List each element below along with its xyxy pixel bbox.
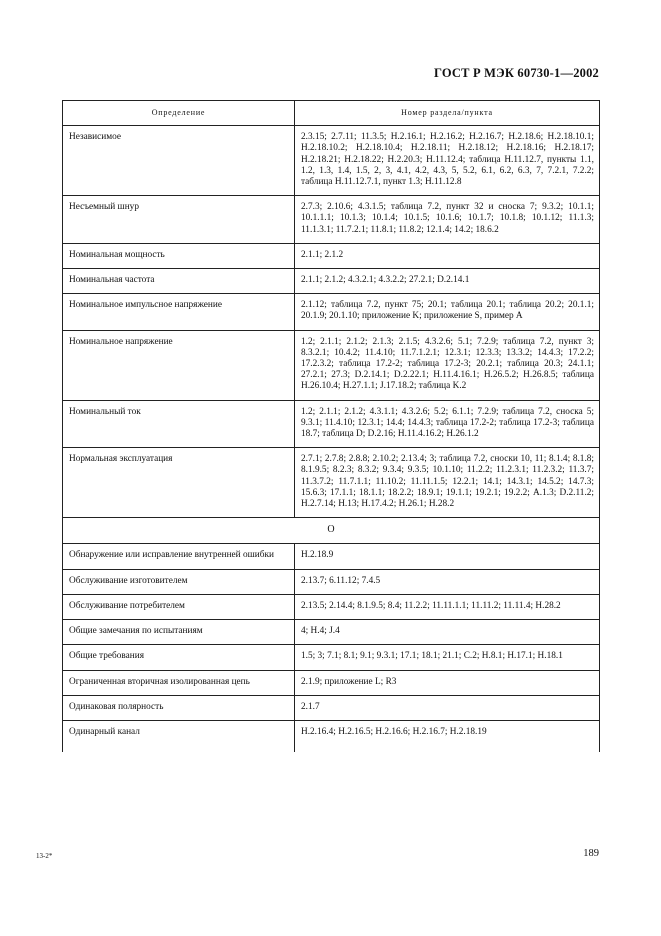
- term-cell: Обслуживание изготовителем: [63, 569, 295, 594]
- term-cell: Номинальный ток: [63, 400, 295, 448]
- term-cell: Общие требования: [63, 645, 295, 670]
- term-cell: Общие замечания по испытаниям: [63, 620, 295, 645]
- table-row: [63, 196, 600, 244]
- table-row: [63, 243, 600, 268]
- table-row: [63, 695, 600, 720]
- document-title: ГОСТ Р МЭК 60730-1—2002: [434, 66, 599, 80]
- table-row: [63, 594, 600, 619]
- section-letter-row: [63, 518, 600, 544]
- table-row: [63, 448, 600, 518]
- term-cell: Номинальная мощность: [63, 243, 295, 268]
- term-cell: Номинальное напряжение: [63, 330, 295, 400]
- term-cell: Одинарный канал: [63, 720, 295, 752]
- column-header-section-number: Номер раздела/пункта: [295, 101, 600, 126]
- section-refs-cell: 2.1.12; таблица 7.2, пункт 75; 20.1; таблица 20.1; таблица 20.2; 20.1.1; 20.1.9; 20.1.10; приложение K; приложение S, пример A: [295, 294, 600, 330]
- term-cell: Обнаружение или исправление внутренней ошибки: [63, 544, 295, 569]
- section-refs-cell: 4; H.4; J.4: [295, 620, 600, 645]
- page-number: 189: [583, 848, 599, 859]
- table-row: [63, 569, 600, 594]
- table-row: [63, 544, 600, 569]
- section-refs-cell: 2.7.1; 2.7.8; 2.8.8; 2.10.2; 2.13.4; 3; таблица 7.2, сноски 10, 11; 8.1.4; 8.1.8; 8.1.9.5; 8.2.3; 8.3.2; 9.3.4; 9.3.5; 10.1.10; 11.2.2; 11.2.3.1; 11.2.3.2; 11.3.7; 11.3.7.2; 11.7.1.1; 11.10.2; 11.11.1.5; 12.2.1; 14.1; 14.3.1; 14.5.2; 14.7.3; 15.6.3; 17.1.1; 18.1.1; 18.2.2; 18.9.1; 19.1.1; 19.2.1; 19.2.2; A.1.3; D.2.11.2; H.2.7.14; H.13; H.17.4.2; H.26.1; H.28.2: [295, 448, 600, 518]
- table-row: [63, 400, 600, 448]
- section-refs-cell: 2.13.7; 6.11.12; 7.4.5: [295, 569, 600, 594]
- term-cell: Независимое: [63, 126, 295, 196]
- column-header-definition: Определение: [63, 101, 295, 126]
- table-header-row: [63, 101, 600, 126]
- term-cell: Номинальная частота: [63, 269, 295, 294]
- section-refs-cell: H.2.18.9: [295, 544, 600, 569]
- section-refs-cell: 1.5; 3; 7.1; 8.1; 9.1; 9.3.1; 17.1; 18.1; 21.1; C.2; H.8.1; H.17.1; H.18.1: [295, 645, 600, 670]
- term-cell: Несъемный шнур: [63, 196, 295, 244]
- section-refs-cell: H.2.16.4; H.2.16.5; H.2.16.6; H.2.16.7; H.2.18.19: [295, 720, 600, 752]
- table-row: [63, 720, 600, 752]
- term-cell: Нормальная эксплуатация: [63, 448, 295, 518]
- term-cell: Обслуживание потребителем: [63, 594, 295, 619]
- table-row: [63, 645, 600, 670]
- term-cell: Одинаковая полярность: [63, 695, 295, 720]
- table-row: [63, 620, 600, 645]
- section-refs-cell: 2.1.7: [295, 695, 600, 720]
- section-refs-cell: 2.1.1; 2.1.2: [295, 243, 600, 268]
- term-cell: Номинальное импульсное напряжение: [63, 294, 295, 330]
- section-refs-cell: 2.7.3; 2.10.6; 4.3.1.5; таблица 7.2, пункт 32 и сноска 7; 9.3.2; 10.1.1; 10.1.1.1; 10.1.3; 10.1.4; 10.1.5; 10.1.6; 10.1.7; 10.1.8; 10.1.12; 11.1.3; 11.1.3.1; 11.7.2.1; 11.8.1; 11.8.2; 12.1.4; 14.2; 18.6.2: [295, 196, 600, 244]
- section-refs-cell: 2.13.5; 2.14.4; 8.1.9.5; 8.4; 11.2.2; 11.11.1.1; 11.11.2; 11.11.4; H.28.2: [295, 594, 600, 619]
- section-refs-cell: 2.1.1; 2.1.2; 4.3.2.1; 4.3.2.2; 27.2.1; D.2.14.1: [295, 269, 600, 294]
- table-row: [63, 670, 600, 695]
- table-row: [63, 330, 600, 400]
- section-letter: О: [63, 518, 600, 544]
- table-row: [63, 294, 600, 330]
- section-refs-cell: 1.2; 2.1.1; 2.1.2; 4.3.1.1; 4.3.2.6; 5.2; 6.1.1; 7.2.9; таблица 7.2, сноска 5; 9.3.1; 11.4.10; 12.3.1; 14.4; 14.4.3; таблица 17.2-2; таблица 17.2-3; таблица 18.7; таблица D; D.2.16; H.11.4.16.2; H.26.1.2: [295, 400, 600, 448]
- section-refs-cell: 2.3.15; 2.7.11; 11.3.5; H.2.16.1; H.2.16.2; H.2.16.7; H.2.18.6; H.2.18.10.1; H.2.18.10.2; H.2.18.10.4; H.2.18.11; H.2.18.12; H.2.18.16; H.2.18.17; H.2.18.21; H.2.18.22; H.2.20.3; H.11.12.4; таблица H.11.12.7, пункты 1.1, 1.2, 1.3, 1.4, 1.5, 2, 3, 4.1, 4.2, 4.3, 5, 5.2, 6.1, 6.2, 6.3, 7, 7.2.1, 7.2.2; таблица H.11.12.7.1, пункт 1.3; H.11.12.8: [295, 126, 600, 196]
- table-row: [63, 126, 600, 196]
- index-table: [62, 100, 600, 752]
- term-cell: Ограниченная вторичная изолированная цепь: [63, 670, 295, 695]
- section-refs-cell: 2.1.9; приложение L; R3: [295, 670, 600, 695]
- footer-signature-mark: 13-2*: [36, 852, 53, 860]
- table-row: [63, 269, 600, 294]
- section-refs-cell: 1.2; 2.1.1; 2.1.2; 2.1.3; 2.1.5; 4.3.2.6; 5.1; 7.2.9; таблица 7.2, пункт 3; 8.3.2.1; 10.4.2; 11.4.10; 11.7.1.2.1; 12.3.1; 12.3.3; 13.3.2; 14.4.3; 17.2.2; 17.2.3.2; таблица 17.2-2; таблица 17.2-3; 20.2.1; таблица 20.3; 24.1.1; 27.2.1; 27.3; D.2.14.1; D.2.22.1; H.11.4.16.1; H.26.5.2; H.26.8.5; таблица H.26.10.4; H.27.1.1; J.17.18.2; таблица K.2: [295, 330, 600, 400]
